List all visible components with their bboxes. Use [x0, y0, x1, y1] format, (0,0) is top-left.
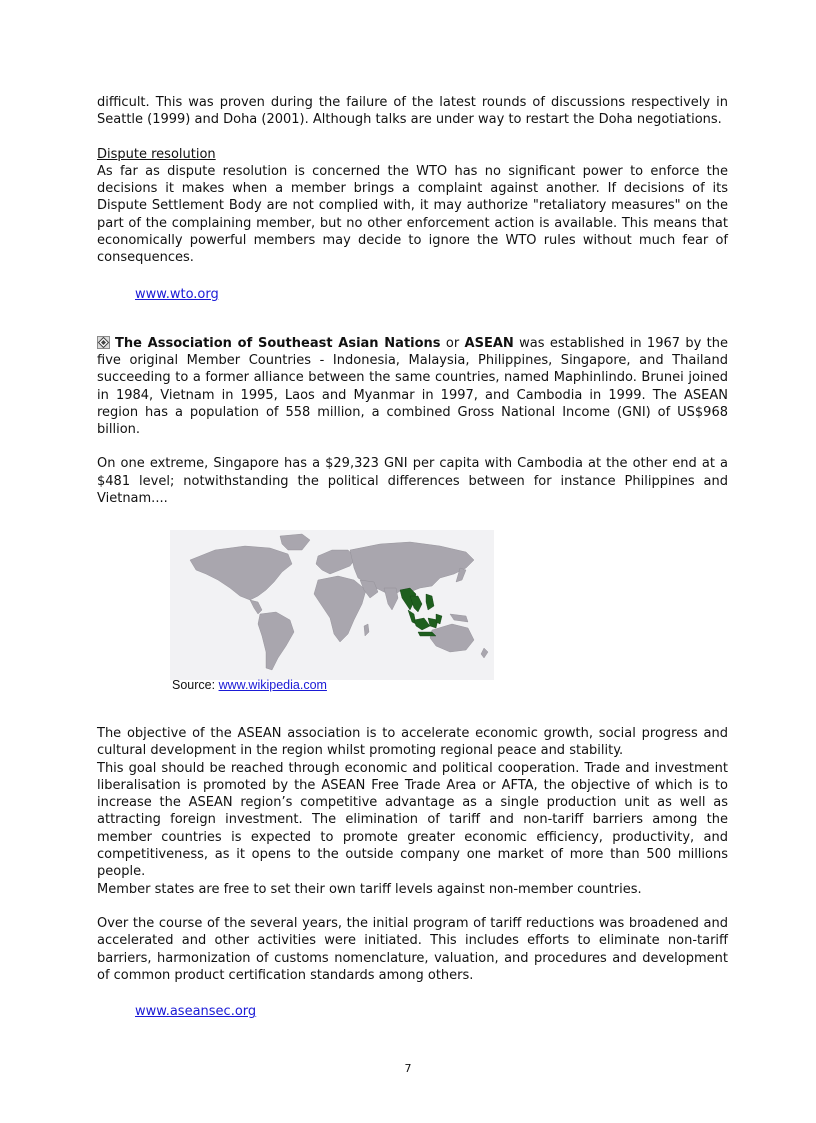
asean-acronym: ASEAN: [464, 335, 514, 351]
page-body-top: [97, 94, 728, 507]
course-paragraph: Over the course of the several years, the initial program of tariff reductions was broadened and accelerated and other activities were initiated. This includes efforts to eliminate non-tariff barriers, harmonization of customs nomenclature, valuation, and procedures and development of common product certification standards among others.: [97, 915, 728, 983]
world-map-asean: [170, 530, 494, 680]
diamond-bullet-icon: [97, 336, 110, 349]
dispute-heading: Dispute resolution: [97, 146, 216, 162]
world-map-image: [170, 530, 494, 680]
page-body-bottom: [97, 725, 728, 1018]
asean-intro-paragraph: [97, 335, 728, 439]
goal-paragraph: This goal should be reached through economic and political cooperation. Trade and investment liberalisation is promoted by the ASEAN Free Trade Area or AFTA, the objective of which is to increase the ASEAN region’s competitive advantage as a single production unit as well as attracting foreign investment. The elimination of tariff and non-tariff barriers among the member countries is expected to promote greater economic efficiency, productivity, and competitiveness, as it opens to the outside company one market of more than 500 millions people.: [97, 760, 728, 880]
caption-label: Source:: [172, 678, 219, 692]
gni-paragraph: On one extreme, Singapore has a $29,323 GNI per capita with Cambodia at the other end at a $481 level; notwithstanding the political differences between for instance Philippines and Vietnam....: [97, 456, 728, 507]
aseansec-link[interactable]: www.aseansec.org: [135, 1004, 257, 1020]
wto-link[interactable]: www.wto.org: [135, 286, 219, 302]
wikipedia-link[interactable]: www.wikipedia.com: [218, 678, 327, 692]
or-text: or: [440, 335, 465, 351]
dispute-paragraph: As far as dispute resolution is concerned the WTO has no significant power to enforce the decisions it makes when a member brings a complaint against another. If decisions of its Dispute Settlement Body are not complied with, it may authorize "retaliatory measures" on the part of the complaining member, but no other enforcement action is available. This means that economically powerful members may decide to ignore the WTO rules without much fear of consequences.: [97, 163, 728, 266]
figure-caption: [172, 678, 327, 692]
asean-name: The Association of Southeast Asian Nations: [115, 335, 441, 351]
wto-paragraph: difficult. This was proven during the failure of the latest rounds of discussions respectively in Seattle (1999) and Doha (2001). Although talks are under way to restart the Doha negotiations.: [97, 95, 728, 128]
objective-paragraph: The objective of the ASEAN association is to accelerate economic growth, social progress and cultural development in the region whilst promoting regional peace and stability.: [97, 726, 728, 759]
member-states-paragraph: Member states are free to set their own tariff levels against non-member countries.: [97, 881, 642, 897]
asean-intro-text: was established in 1967 by the five original Member Countries - Indonesia, Malaysia, Philippines, Singapore, and Thailand succeeding to a former alliance between the same countries, named Maphinlindo. Brunei joined in 1984, Vietnam in 1995, Laos and Myanmar in 1997, and Cambodia in 1999. The ASEAN region has a population of 558 million, a combined Gross National Income (GNI) of US$968 billion.: [97, 335, 728, 438]
page-number: 7: [404, 1062, 412, 1075]
